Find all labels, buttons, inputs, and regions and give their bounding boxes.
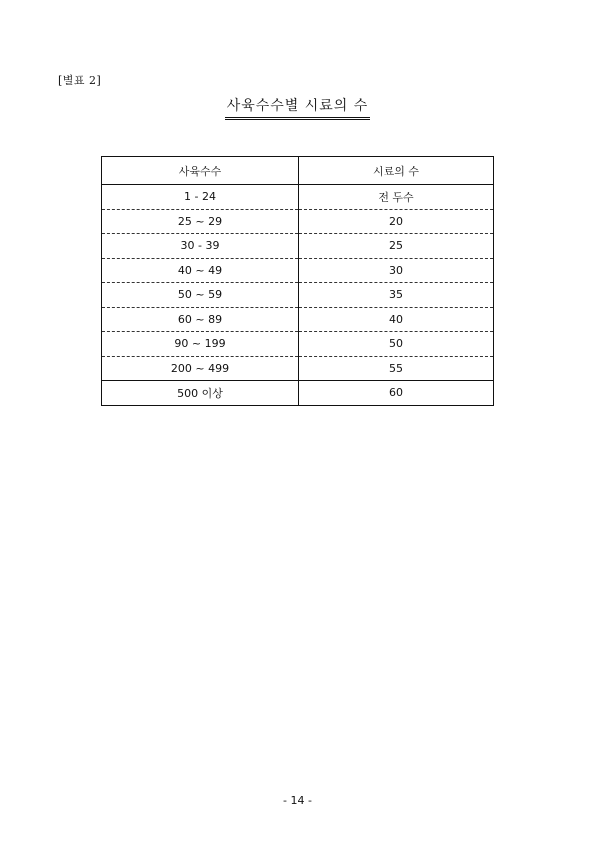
table-row [102, 209, 494, 234]
table-row [102, 307, 494, 332]
table-header-row [102, 157, 494, 185]
table-row [102, 332, 494, 357]
table-row [102, 356, 494, 381]
table-row [102, 234, 494, 259]
cell-sample-count: 40 [299, 307, 494, 332]
document-title [0, 95, 595, 120]
cell-sample-count: 50 [299, 332, 494, 357]
cell-head-count: 50 ~ 59 [102, 283, 299, 308]
cell-sample-count: 55 [299, 356, 494, 381]
page-number: - 14 - [283, 794, 312, 807]
header-sample-count: 시료의 수 [299, 157, 494, 185]
cell-sample-count: 25 [299, 234, 494, 259]
table-row [102, 258, 494, 283]
sample-count-table [101, 156, 494, 406]
table-row [102, 185, 494, 210]
table-row [102, 283, 494, 308]
cell-head-count: 200 ~ 499 [102, 356, 299, 381]
cell-sample-count: 30 [299, 258, 494, 283]
cell-head-count: 40 ~ 49 [102, 258, 299, 283]
cell-head-count: 500 이상 [102, 381, 299, 406]
document-title-text: 사육수수별 시료의 수 [225, 95, 371, 120]
cell-sample-count: 35 [299, 283, 494, 308]
cell-head-count: 25 ~ 29 [102, 209, 299, 234]
header-head-count: 사육수수 [102, 157, 299, 185]
cell-head-count: 90 ~ 199 [102, 332, 299, 357]
annex-label: [별표 2] [58, 74, 102, 87]
cell-sample-count: 전 두수 [299, 185, 494, 210]
cell-head-count: 60 ~ 89 [102, 307, 299, 332]
table-row [102, 381, 494, 406]
cell-sample-count: 60 [299, 381, 494, 406]
cell-head-count: 30 - 39 [102, 234, 299, 259]
cell-head-count: 1 - 24 [102, 185, 299, 210]
cell-sample-count: 20 [299, 209, 494, 234]
